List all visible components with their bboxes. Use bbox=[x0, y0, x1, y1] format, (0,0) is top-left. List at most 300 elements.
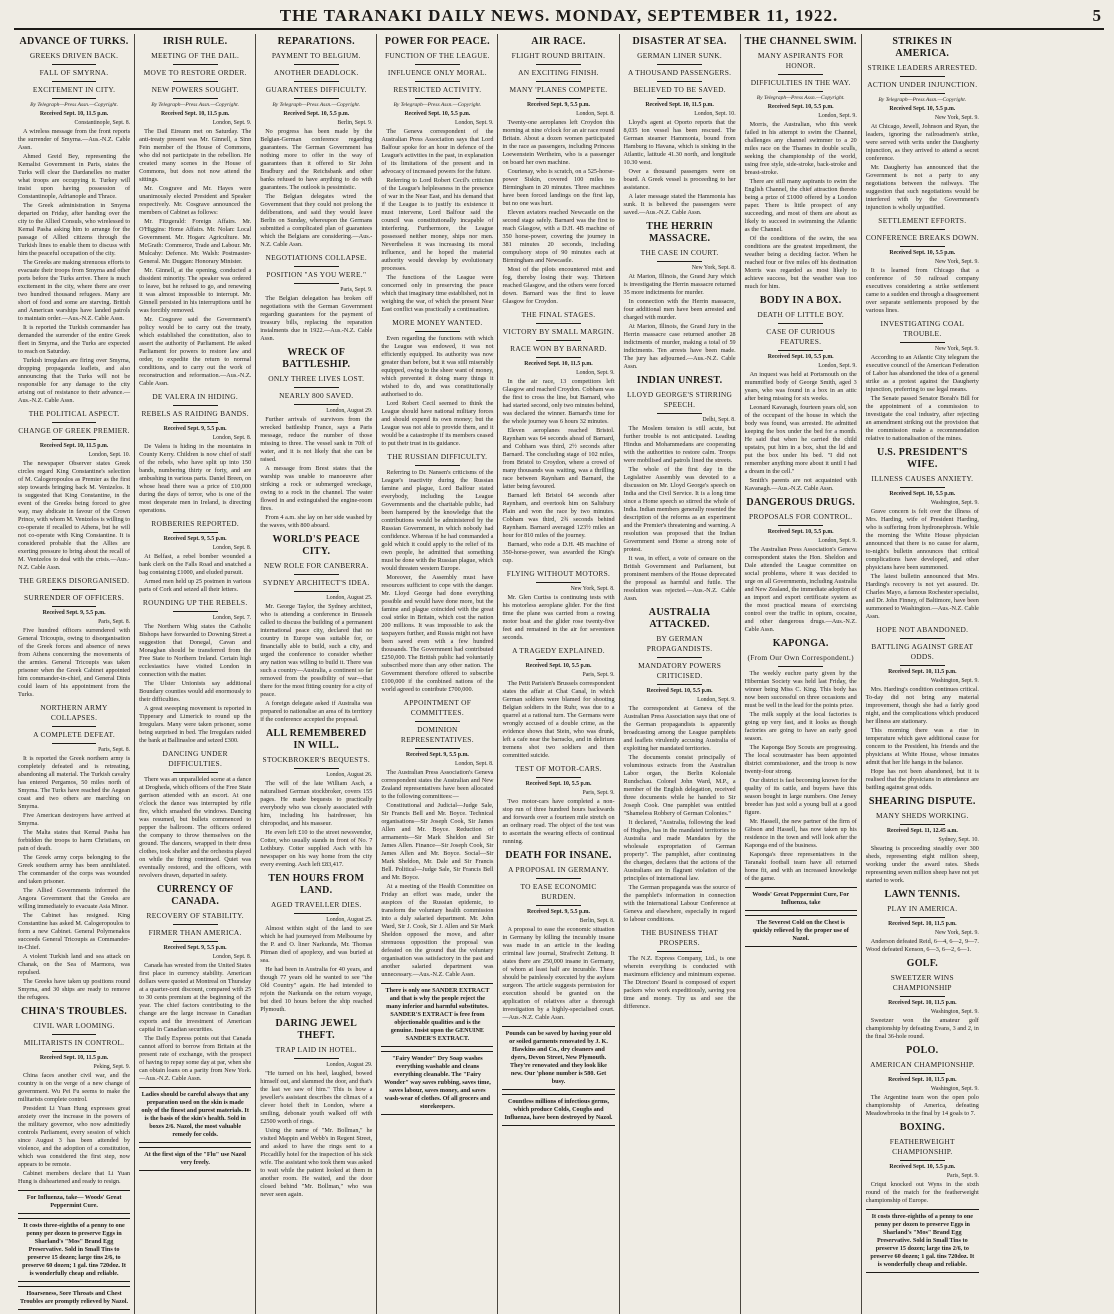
article-subheading: ILLNESS CAUSES ANXIETY. bbox=[871, 474, 974, 483]
advertisement: There is only one SANDER EXTRACT and that is why the people reject the many inferior and harmful substitutes. SANDER'S EXTRACT is free from objectionable qualities and is the genuine. Insist upon the GENUINE SANDER'S EXTRACT. bbox=[381, 983, 493, 1047]
article-dateline: Paris, Sept. 9. bbox=[946, 1173, 979, 1179]
article-paragraph: The documents consist principally of voluminous extracts from the Australian Labor organ, the Berlin Koloniale Rundschau. Colonel John Ward, M.P., a member of the English delegation, received three documents while he handed to Sir Joseph Cook. One pamphlet was entitled "Shameless Robbery of German Colonies." bbox=[623, 754, 736, 817]
article-subheading: FLYING WITHOUT MOTORS. bbox=[506, 569, 611, 578]
article-paragraph: The Northern Whig states the Catholic Bishops have forwarded to Downing Street a suggestion that Donegal, Cavan and Monaghan should be transferred from the Free State to Northern Ireland. Certain high ecclesiastics have visited London in connection with the matter. bbox=[139, 623, 252, 678]
news-article bbox=[381, 36, 493, 314]
article-paragraph: Criqui knocked out Wyns in the sixth round of the match for the featherweight championship of Europe. bbox=[865, 1181, 979, 1204]
article-subheading: FEATHERWEIGHT CHAMPIONSHIP. bbox=[889, 1137, 955, 1156]
article-headline: THE CHANNEL SWIM. bbox=[744, 36, 857, 47]
article-dateline: New York, Sept. 8. bbox=[570, 586, 615, 592]
advertisement: Ladies should be careful always that any preparation used on the skin is made only of the finest and purest materials. It is the basis of the skin's health. Sold in boxes 2/6. Nazol, the most valuable remedy for colds. bbox=[139, 1087, 251, 1143]
divider-rule bbox=[900, 246, 945, 247]
news-article bbox=[866, 319, 979, 443]
advertisement: It costs three-eighths of a penny to one penny per dozen to preserve Eggs in Sharland's "Mos" Brand Egg Preservative. Sold in Small Tins to preserve 15 dozen; large tins 2/6, to preserve 60 dozen; 1 gal. tins 720doz. It is wonderfully cheap and reliable. bbox=[18, 1218, 130, 1282]
column-1 bbox=[14, 34, 135, 1314]
article-paragraph: Eleven aviators reached Newcastle on the second stage safely. Barnard was the first to reach Glasgow, with a D.H. 4B machine of 350 horse-power, covering the journey in 381 minutes 20 seconds, including compulsory stops of 90 minutes each at Birmingham and Newcastle. bbox=[502, 209, 615, 264]
article-paragraph: He had been in Australia for 40 years, and though 77 years old he wanted to see "the Old Country" again. He had intended to rejoin the Narkunda on the return voyage, but died 10 hours before the ship reached Plymouth. bbox=[260, 966, 373, 1013]
article-paragraph: Cabinet members declare that Li Yuan Hung is disheartened and ready to resign. bbox=[18, 1170, 131, 1185]
article-subheading: SURRENDER OF OFFICERS. bbox=[24, 593, 125, 602]
article-paragraph: Of the conditions of the swim, the sea conditions are the greatest impediment, the weather being a deciding factor. When he reached four or five miles off his destination Morris was regarded as most likely to achieve success, but the weather was too much for him. bbox=[744, 235, 857, 290]
article-dateline: New York, Sept. 9. bbox=[934, 115, 979, 121]
article-paragraph: The Belgian delegation has broken off negotiations with the German Government regarding guarantees for the payment of treasury bills, replacing the reparation instalments due in 1922.—Aus.-N.Z. Cable Assn. bbox=[260, 295, 373, 342]
article-paragraph: Twenty-one aeroplanes left Croydon this morning at nine o'clock for an air race round Britain. About a dozen women participated in the race as passengers, including Princess Loewenstein Wertheim, who is a passenger on board her own machine. bbox=[502, 119, 615, 166]
article-dateline: London, Sept. 9. bbox=[454, 120, 494, 126]
news-article bbox=[18, 1006, 130, 1186]
news-article bbox=[381, 318, 493, 448]
article-paragraph: The Allied Governments informed the Angora Government that the Greeks are willing immediately to evacuate Asia Minor. bbox=[18, 887, 131, 910]
article-headline: REPARATIONS. bbox=[277, 36, 355, 47]
news-article bbox=[745, 638, 857, 883]
received-time: Received Sept. 10, 11.5 p.m. bbox=[888, 1077, 957, 1083]
divider-rule bbox=[415, 748, 460, 749]
divider-rule bbox=[52, 439, 97, 440]
received-time: Received Sept. 10, 5.5 p.m. bbox=[646, 688, 713, 694]
article-paragraph: A proposal to ease the economic situation in Germany by killing the incurably insane was made in an article in the leading criminal law journal, Strafrecht Zeitung. It states there are 250,000 insane in Germany, of whom at least half are incurable. These should be painlessly executed by the asylum surgeon. The article suggests permission for execution should be granted on the application of relatives after a thorough investigation by a highly-specialised court.—Aus.-N.Z. Cable Assn. bbox=[502, 926, 615, 1021]
article-paragraph: Mr. Daugherty has announced that the Government is not a party to any negotiations between the railways. The suggestion that such negotiations would be interfered with by the Government's injunction is wholly unjustified. bbox=[865, 164, 979, 211]
article-paragraph: At Marion, Illinois, the Grand Jury in the Herrin massacre case returned another 28 indictments of murder, making a total of 59 indictments. Ten arrests have been made. The jury has adjourned.—Aus.-N.Z. Cable Assn. bbox=[623, 323, 736, 370]
article-subheading: (From Our Own Correspondent.) bbox=[747, 653, 854, 662]
article-paragraph: "He turned on his heel, laughed, bowed himself out, and slammed the door, and that's the last we saw of him." This is how a jeweller's assistant describes the climax of a clever hotel theft in London, where a smiling, debonair youth walked off with £2500 worth of rings. bbox=[260, 1070, 373, 1125]
article-subheading: ROBBERIES REPORTED. bbox=[151, 519, 240, 528]
article-paragraph: Leonard Kavanagh, fourteen years old, son of the occupant of the house in which the body was found, was arrested. He admitted keeping the box under the bed for a month. He said that when he carried the child upstairs, put him in a box, shut the lid and put the box under his bed. "I did not remember anything more about it until I had a dream in the cell." bbox=[744, 404, 857, 475]
news-article bbox=[624, 607, 736, 924]
article-subheading: ANOTHER DEADLOCK. bbox=[273, 68, 359, 77]
article-dateline: London, Sept. 10. bbox=[694, 111, 736, 117]
received-time: Received Sept. 9, 5.5 p.m. bbox=[163, 426, 227, 432]
received-time: Received Sept. 10, 5.5 p.m. bbox=[767, 354, 834, 360]
article-subheading: LLOYD GEORGE'S STIRRING SPEECH. bbox=[627, 390, 733, 409]
article-paragraph: At Chicago, Jewell, Johnson and Ryan, the leaders, ignoring the railroadmen's strike, were served with writs under the Daugherty injunction, as they arrived to attend a secret conference. bbox=[865, 123, 979, 162]
divider-rule bbox=[536, 81, 581, 82]
article-paragraph: Over a thousand passengers were on board. A Greek vessel is proceeding to her assistance. bbox=[623, 168, 736, 191]
article-paragraph: Hope has not been abandoned, but it is realised that the physicians in attendance are battling against great odds. bbox=[865, 768, 979, 791]
article-dateline: London, Sept. 8. bbox=[212, 545, 252, 551]
news-article bbox=[866, 796, 979, 885]
news-article bbox=[260, 347, 372, 530]
divider-rule bbox=[52, 606, 97, 607]
article-paragraph: Even regarding the functions with which the League was endowed, it was not efficiently equipped. Its authority was now greater than before, but it was still miserably equipped, owing to the sheer want of money, which prevented it doing many things it wished to do, and was constitutionally authorised to do. bbox=[381, 335, 494, 398]
article-headline: U.S. PRESIDENT'S WIFE. bbox=[876, 447, 968, 470]
article-subheading: DANCING UNDER DIFFICULTIES. bbox=[162, 749, 228, 768]
advertisement: "Fairy Wonder" Dry Soap washes everything washable and cleans everything cleanable. The "Fairy Wonder" way saves rubbing, saves time, saves labour, saves money, and saves wash-wear of clothes. Of all grocers and storekeepers. bbox=[381, 1051, 493, 1115]
article-paragraph: Grave concern is felt over the illness of Mrs. Harding, wife of President Harding, who is suffering from hydronephrosis. While the morning the White House physician announced that there is no cause for alarm, to-night's bulletin announces that critical complications have developed, and other physicians have been summoned. bbox=[865, 508, 979, 571]
article-dateline: London, August 25. bbox=[326, 595, 373, 601]
article-paragraph: Anderson defeated Reid, 6—4, 6—2, 9—7. Wood defeated Kenson, 6—3, 6—2, 6—1. bbox=[865, 938, 979, 953]
news-article bbox=[260, 534, 372, 724]
divider-rule bbox=[536, 659, 581, 660]
divider-rule bbox=[657, 657, 702, 658]
article-paragraph: Referring to Dr. Nansen's criticisms of the League's inactivity during the Russian famine and plague, Lord Balfour stated everybody, including the League Governments and the charitable public, had been hampered by the knowledge that the contributions would be administered by the Russian Government, in which nobody had confidence. Whereas if he had commanded a gold which it could apply to the relief of its own people, he admitted that something must be done with the Russian plague, which would threaten western Europe. bbox=[381, 469, 494, 572]
article-dateline: Washington, Sept. 9. bbox=[930, 1086, 979, 1092]
article-paragraph: It was, in effect, a vote of censure on the British Government and Parliament, but prominent members of the House deprecated the proposal as harmful and futile. The resolution was rejected.—Aus.-N.Z. Cable Assn. bbox=[623, 555, 736, 602]
news-article bbox=[260, 36, 372, 249]
news-article bbox=[139, 749, 251, 880]
divider-rule bbox=[536, 64, 581, 65]
article-headline: KAPONGA. bbox=[772, 638, 829, 649]
received-time: Received Sept. 10, 5.5 p.m. bbox=[889, 1164, 956, 1170]
article-paragraph: The newspaper Observer states Greek circles regard King Constantine's selection of M. Calogeropoulos as Premier as the first step towards bringing back M. Venizelos. It is suggested that King Constantine, in the event of the Greeks being forced to give way, may abdicate in favour of the Crown Prince, with whom M. Venizelos is willing to co-operate if recalled to Athens, but he will not co-operate with King Constantine. It is considered probable that the Allies are exerting pressure to bring about the recall of M. Venizelos to deal with the crisis.—Aus.-N.Z. Cable Assn. bbox=[18, 460, 131, 571]
divider-rule bbox=[52, 98, 97, 99]
article-paragraph: Ahmed Greid Bey, representing the Kemalist Government in Paris, states the Turks will clear the Dardanelles no matter what troops are occupying it. Turkey will insist upon having possession of Constantinople, Adrianople and Thrace. bbox=[18, 153, 131, 200]
article-paragraph: Turkish irregulars are firing over Smyrna, dropping propaganda leaflets, and also announcing that the Turks will not be responsible for any damage to the city arising out of resistance to their advance.—Aus.-N.Z. Cable Assn. bbox=[18, 357, 131, 404]
article-paragraph: This morning there was a rise in temperature which gave additional cause for concern to the President, his friends and the physicians at White House, whose inmates admit that her life hangs in the balance. bbox=[865, 727, 979, 766]
article-dateline: Berlin, Sept. 9. bbox=[337, 120, 373, 126]
article-paragraph: The Belgian delegates wired the Government that they could not prolong the deliberations, and said they would leave Berlin on Sunday, whereupon the Germans submitted a complicated plan of guarantees which the Belgians are considering.—Aus.-N.Z. Cable Assn. bbox=[260, 193, 373, 248]
article-subheading: BY GERMAN PROPAGANDISTS. bbox=[646, 634, 713, 653]
received-time: Received Sept. 10, 5.5 p.m. bbox=[525, 663, 592, 669]
article-paragraph: Mr. Hassell, the new partner of the firm of Gibson and Hassell, has now taken up his residence in the town and will look after the Kaponga end of the business. bbox=[744, 818, 857, 849]
article-paragraph: A foreign delegate asked if Australia was prepared to nationalise an area of its territory if the conference accepted the proposal. bbox=[260, 700, 373, 723]
news-article bbox=[502, 764, 614, 846]
divider-rule bbox=[294, 913, 339, 914]
article-paragraph: No progress has been made by the Belgian-German conference regarding guarantees. The German Government has nothing more to offer in the way of guarantees than it offered to Sir John Bradbury and the Reichsbank and other banks refused to have anything to do with guarantees. The outlook is pessimistic. bbox=[260, 128, 373, 191]
article-paragraph: The functions of the League were concerned only in preserving the peace which that imaginary time established, not in weighing the war, of which the present Near East conflict was practically a continuation. bbox=[381, 274, 494, 313]
article-paragraph: The Greek army corps belonging to the Greek southern army has been annihilated. The commander of the corps was wounded and taken prisoner. bbox=[18, 854, 131, 885]
article-paragraph: Five American destroyers have arrived at Smyrna. bbox=[18, 812, 131, 827]
article-headline: STRIKES IN AMERICA. bbox=[892, 36, 953, 59]
divider-rule bbox=[173, 532, 218, 533]
masthead bbox=[14, 4, 1104, 30]
article-headline: SHEARING DISPUTE. bbox=[868, 796, 976, 807]
column-2 bbox=[135, 34, 256, 1314]
article-paragraph: Referring to Lord Robert Cecil's criticism of the League's helplessness in the presence of war in the Near East, and his demand that if the League is to justify its existence it must intervene, Lord Balfour said the council was constitutionally incapable of interfering. Furthermore, the League possessed neither money, ships nor men. Nevertheless it was increasing its moral influence, and he hoped the material authority would develop by evolutionary processes. bbox=[381, 177, 494, 272]
news-article bbox=[139, 598, 251, 745]
divider-rule bbox=[778, 74, 823, 75]
article-subheading: INVESTIGATING COAL TROUBLE. bbox=[880, 319, 965, 338]
article-headline: DEATH FOR INSANE. bbox=[505, 850, 612, 861]
news-article bbox=[624, 36, 736, 217]
article-paragraph: It declared, "Australia, following the lead of Hughes, has in the mandated territories to Australia and made Mandates by the wholesale expropriation of German property". The pamphlet, after continuing the charges, declares that the actions of the Australians are in flagrant violation of the principles of international law. bbox=[623, 819, 736, 882]
article-paragraph: The Petit Parisien's Brussels correspondent states the affair at Chat Canal, in which German soldiers were blamed for shooting Belgian soldiers in the Ruhr, was due to a quarrel at a rational turn. The Germans were wrongly accused of a double crime, as the evidence shows that Stein, who was drunk, left a cafe near the barracks, and in delirium tremens shot two soldiers and then committed suicide. bbox=[502, 680, 615, 759]
article-paragraph: A great sweeping movement is reported in Tipperary and Limerick to round up the Irregulars. Many were taken prisoner, some being surprised in bed. The Irregulars raided the bank at Ballinasloe and seized £300. bbox=[139, 705, 252, 744]
article-subheading: PAYMENT TO BELGIUM. bbox=[271, 51, 361, 60]
article-paragraph: Almost within sight of the land to see which he had journeyed from Melbourne by the P. and O. liner Narkunda, Mr. Thomas Pitman died of apoplexy, and was buried at sea. bbox=[260, 925, 373, 964]
article-paragraph: President Li Yuan Hung expresses great anxiety over the increase in the powers of the military governor, who now admittedly controls Parliament, every session of which since August 3 has been attended by violence, and the adoption of a constitution, which was considered the first step, now appears to be remote. bbox=[18, 1105, 131, 1168]
article-subheading: PROPOSALS FOR CONTROL. bbox=[749, 512, 853, 521]
article-headline: BOXING. bbox=[899, 1122, 945, 1133]
article-byline: By Telegraph—Press Assn.—Copyright. bbox=[878, 97, 967, 103]
news-article bbox=[745, 497, 857, 634]
article-subheading: MANY SHEDS WORKING. bbox=[876, 811, 969, 820]
article-subheading: NORTHERN ARMY COLLAPSES. bbox=[40, 703, 108, 722]
article-paragraph: Our district is fast becoming known for the quality of its cattle, and buyers have this season bought in large numbers. One Jersey breeder has just sold a young bull at a good figure. bbox=[744, 777, 857, 816]
article-dateline: London, August 26. bbox=[326, 772, 373, 778]
article-byline: By Telegraph—Press Assn.—Copyright. bbox=[151, 102, 240, 108]
article-paragraph: At Marion, Illinois, the Grand Jury which is investigating the Herrin massacre returned 35 more indictments for murder. bbox=[623, 273, 736, 296]
article-paragraph: An inquest was held at Portsmouth on the mummified body of George Smith, aged 3 years, who was found in a box in an attic after being missing for six weeks. bbox=[744, 371, 857, 402]
article-subheading: BATTLING AGAINST GREAT ODDS. bbox=[871, 642, 974, 661]
article-subheading: REBELS AS RAIDING BANDS. bbox=[141, 409, 249, 418]
divider-rule bbox=[900, 665, 945, 666]
article-dateline: Delhi, Sept. 8. bbox=[702, 417, 736, 423]
divider-rule bbox=[294, 266, 339, 267]
article-dateline: Paris, Sept. 9. bbox=[582, 790, 615, 796]
received-time: Received Sept. 10, 5.5 p.m. bbox=[889, 250, 956, 256]
news-article bbox=[381, 698, 493, 979]
divider-rule bbox=[294, 1058, 339, 1059]
article-paragraph: The German propaganda was the source of the pamphlet's information in connection with the International Labour Conference at Geneva and elsewhere, especially in regard to labour conditions. bbox=[623, 884, 736, 923]
article-dateline: Paris, Sept. 8. bbox=[98, 619, 131, 625]
newspaper-columns bbox=[14, 34, 1104, 1305]
divider-rule bbox=[173, 422, 218, 423]
article-paragraph: Mr. Cosgrave said the Government's policy would be to carry out the treaty, which established the constitution, also to assert the authority of Parliament. He asked Parliament for powers to restore law and order, to expedite the return to normal conditions, and to carry out the work of reconstruction and reformation.—Aus.-N.Z. Cable Assn. bbox=[139, 316, 252, 387]
news-article bbox=[139, 36, 251, 388]
news-article bbox=[866, 958, 979, 1041]
article-paragraph: The Malta states that Kemal Pasha has forbidden the troops to harm Christians, on pain of death. bbox=[18, 829, 131, 852]
divider-rule bbox=[536, 777, 581, 778]
article-subheading: NEGOTIATIONS COLLAPSE. bbox=[265, 253, 367, 262]
divider-rule bbox=[657, 413, 702, 414]
article-subheading: THE GREEKS DISORGANISED. bbox=[18, 576, 130, 585]
article-paragraph: He even left £10 to the street newsvendor, Cotter, who usually stands in front of No. 7 Lothbury. Cotter supplied Asch with his newspaper on his way home from the city every evening. Asch left £83,417. bbox=[260, 829, 373, 868]
article-paragraph: Constitutional and Judicial—Judge Sale, Sir Francis Bell and Mr. Boyce. Technical organisations—Sir Joseph Cook, Sir James Allen and Mr. Boyce. Reduction of armaments—Sir Mark Sheldon and Sir James Allen. Finance—Sir Joseph Cook, Sir James Allen and Mr. Boyce. Social—Sir Mark Sheldon, Mr. Dale and Sir Francis Bell. Political—Judge Sale, Sir Francis Bell and Mr. Boyce. bbox=[381, 802, 494, 881]
article-dateline: London, Sept. 7. bbox=[212, 615, 252, 621]
news-article bbox=[139, 884, 251, 1083]
article-subheading: A TRAGEDY EXPLAINED. bbox=[512, 646, 605, 655]
article-paragraph: The milk supply at the local factories is going up very fast, and it looks as though factories are going to have an early good season. bbox=[744, 711, 857, 742]
article-subheading: TO EASE ECONOMIC BURDEN. bbox=[520, 882, 597, 901]
news-article bbox=[866, 216, 979, 315]
article-subheading: MILITARISTS IN CONTROL. bbox=[23, 1038, 125, 1047]
article-paragraph: The Greeks have taken up positions round Smyrna, and 30 ships are ready to remove the refugees. bbox=[18, 978, 131, 1001]
page-number: 5 bbox=[1092, 6, 1102, 25]
article-paragraph: According to an Atlantic City telegram the executive council of the American Federation of Labor has abandoned the idea of a general strike as a protest against the Daugherty injunction, preferring to use legal means. bbox=[865, 354, 979, 393]
article-paragraph: The Dail Eireann met on Saturday. The anti-treaty present was Mr. Ginnell, a Sinn Fein member of the House of Commons, who did not participate in the rebellion. He created many scenes in the House of Commons, but does not now attend the sittings. bbox=[139, 128, 252, 183]
divider-rule bbox=[52, 589, 97, 590]
news-article bbox=[260, 253, 372, 343]
column-6 bbox=[620, 34, 741, 1314]
article-subheading: DOMINION REPRESENTATIVES. bbox=[400, 725, 474, 744]
divider-rule bbox=[900, 638, 945, 639]
received-time: Received Sept. 11, 12.45 a.m. bbox=[886, 828, 958, 834]
article-headline: DISASTER AT SEA. bbox=[632, 36, 727, 47]
advertisement: It costs three-eighths of a penny to one penny per dozen to preserve Eggs in Sharland's "Mos" Brand Egg Preservative. Sold in Small Tins to preserve 15 dozen; large tins 2/6, to preserve 60 dozen; 1 gal. tins 720doz. It is wonderfully cheap and reliable. bbox=[866, 1209, 979, 1273]
article-paragraph: A later message stated the Hammonia has sunk. It is believed the passengers were saved.—Aus.-N.Z. Cable Assn. bbox=[623, 193, 736, 216]
article-dateline: Paris, Sept. 9. bbox=[582, 672, 615, 678]
news-article bbox=[866, 447, 979, 621]
divider-rule bbox=[900, 487, 945, 488]
article-paragraph: It is reported the Turkish commander has demanded the surrender of the entire Greek fleet in Smyrna, and the Turks are expected to reach on Saturday. bbox=[18, 324, 131, 355]
divider-rule bbox=[778, 666, 823, 667]
article-subheading: STOCKBROKER'S BEQUESTS. bbox=[262, 755, 371, 764]
news-article bbox=[18, 36, 130, 405]
article-subheading: GERMAN LINER SUNK. bbox=[637, 51, 723, 60]
divider-rule bbox=[900, 1160, 945, 1161]
article-paragraph: Five hundred officers surrendered with General Tricoupis, owing to disorganisation of the Greek forces and absence of news from Athens concerning the movements of the armies. General Tricoupis was taken prisoner when the Greek Cabinet appointed him commander-in-chief, and General Dinis could learn of his appointment from the Turks. bbox=[18, 627, 131, 698]
article-paragraph: The correspondent at Geneva of the Australian Press Association says that one of the German propagandists is apparently broadcasting among the League pamphlets and leaflets virulently accusing Australia of exploiting her mandated territories. bbox=[623, 705, 736, 752]
column-3 bbox=[256, 34, 377, 1314]
article-subheading: FIRMER THAN AMERICA. bbox=[148, 928, 242, 937]
article-paragraph: The weekly euchre party given by the Hibernian Society was held last Friday, the winner being Miss C. King. This body has now been successful on three occasions and must be well in the lead for the points prize. bbox=[744, 670, 857, 709]
article-subheading: CHANGE OF GREEK PREMIER. bbox=[18, 426, 130, 435]
advertisement: For Influenza, take— Woods' Great Peppermint Cure. bbox=[18, 1190, 130, 1214]
news-article bbox=[624, 928, 736, 1011]
article-subheading: DEATH OF LITTLE BOY. bbox=[757, 310, 845, 319]
received-time: Received Sept. 10, 5.5 p.m. bbox=[767, 104, 834, 110]
article-subheading: ROUNDING UP THE REBELS. bbox=[142, 598, 248, 607]
news-article bbox=[745, 295, 857, 493]
advertisement: Hoarseness, Sore Throats and Chest Troubles are promptly relieved by Nazol. bbox=[18, 1286, 130, 1310]
news-article bbox=[502, 646, 614, 760]
divider-rule bbox=[52, 1051, 97, 1052]
article-subheading: CONFERENCE BREAKS DOWN. bbox=[865, 233, 979, 242]
article-subheading: MANY 'PLANES COMPETE. bbox=[509, 85, 608, 94]
article-subheading: APPOINTMENT OF COMMITTEES. bbox=[403, 698, 472, 717]
article-paragraph: The Greeks are making strenuous efforts to evacuate their troops from Smyrna and other ports before the Turks arrive. There is much excitement in the city, where there are over two hundred thousand refugees. Many are short of food and some are starving. British and American warships have landed patrols to maintain order.—Aus.-N.Z. Cable Assn. bbox=[18, 259, 131, 322]
divider-rule bbox=[778, 350, 823, 351]
article-dateline: Washington, Sept. 9. bbox=[930, 1009, 979, 1015]
divider-rule bbox=[657, 684, 702, 685]
article-headline: TEN HOURS FROM LAND. bbox=[268, 873, 365, 896]
article-headline: DANGEROUS DRUGS. bbox=[746, 497, 856, 508]
article-byline: By Telegraph—Press Assn.—Copyright. bbox=[30, 102, 118, 108]
article-dateline: London, Sept. 10. bbox=[88, 452, 131, 458]
article-headline: CURRENCY OF CANADA. bbox=[156, 884, 234, 907]
divider-rule bbox=[536, 357, 581, 358]
received-time: Received Sept. 9, 5.5 p.m. bbox=[163, 945, 227, 951]
article-paragraph: The Kaponga Boy Scouts are progressing. The local scoutmaster has been appointed district commissioner, and the troop is now twenty-four strong. bbox=[744, 744, 857, 775]
received-time: Received Sept. 9, 5.5 p.m. bbox=[527, 102, 590, 108]
article-dateline: Peking, Sept. 9. bbox=[93, 1064, 131, 1070]
article-paragraph: The latest bulletin announced that Mrs. Harding's recovery is not yet assured. Dr. Charles Mayo, a famous Rochester specialist, and Dr. John Finney, of Baltimore, have been summoned to Washington.—Aus.-N.Z. Cable Assn. bbox=[865, 573, 979, 620]
article-dateline: London, Sept. 9. bbox=[818, 113, 857, 119]
article-paragraph: Most of the pilots encountered mist and fog, thereby losing their way. Thirteen reached Glasgow, and the others were forced down. Barnard was the first to leave Glasgow for Croydon. bbox=[502, 266, 615, 305]
divider-rule bbox=[536, 905, 581, 906]
article-paragraph: It is reported the Greek northern army is completely defeated and is retreating, abandoning all material. The Turkish cavalry has entered Pergamos, 50 miles north of Smyrna. The Turks have reached the Aegean coast and two others are marching on Smyrna. bbox=[18, 755, 131, 810]
divider-rule bbox=[657, 81, 702, 82]
article-paragraph: Mrs. Harding's condition continues critical. To-day did not bring any material improvement, though she had a fairly good night, and the complications which produced her illness are stationary. bbox=[865, 686, 979, 725]
article-subheading: THE RUSSIAN DIFFICULTY. bbox=[387, 452, 488, 461]
article-subheading: HOPE NOT ABANDONED. bbox=[876, 625, 969, 634]
article-paragraph: The Senate passed Senator Borah's Bill for the appointment of a commission to investigate the coal industry, after rejecting an amendment striking out the provision that the commission make a recommendation relative to nationalisation of the mines. bbox=[865, 395, 979, 442]
received-time: Received Sept. 10, 11.5 p.m. bbox=[39, 111, 109, 117]
article-paragraph: In the air race, 13 competitors left Glasgow and reached Croydon. Cobham was the first to cross the line, but Barnard, who had started second, only two minutes behind, was declared the winner. Barnard's time for the whole journey was 6 hours 32 minutes. bbox=[502, 378, 615, 425]
article-paragraph: Lord Robert Cecil seemed to think the League should have national military forces and should expend its own money; but the League was not able to provide them, and it would be a catastrophe if its members ceased to put their trust in its guidance. bbox=[381, 400, 494, 447]
received-time: Received Sept. 9, 5.5 p.m. bbox=[42, 610, 106, 616]
page-title: THE TARANAKI DAILY NEWS. MONDAY, SEPTEMBER 11, 1922. bbox=[279, 6, 839, 25]
article-dateline: New York, Sept. 9. bbox=[934, 930, 979, 936]
article-paragraph: Smith's parents are not acquainted with Kavanagh.—Aus.-N.Z. Cable Assn. bbox=[744, 477, 857, 492]
article-subheading: GREEKS DRIVEN BACK. bbox=[29, 51, 119, 60]
divider-rule bbox=[52, 64, 97, 65]
article-paragraph: The Daily Express points out that Canada cannot afford to borrow from Britain at the present rate of exchange, with the prospect of having to repay some day at par, when she can obtain loans on a parity from New York.—Aus.-N.Z. Cable Assn. bbox=[139, 1035, 252, 1082]
received-time: Received Sept. 10, 11.5 p.m. bbox=[39, 443, 109, 449]
divider-rule bbox=[900, 229, 945, 230]
article-subheading: A THOUSAND PASSENGERS. bbox=[627, 68, 732, 77]
article-paragraph: Moreover, the Assembly must have resources sufficient to cope with the danger. Mr. Lloyd George had done everything possible and would have done more, but the famine and plague coincided with the great coal strike in Britain, which cost the nation 200 millions. It was impossible to ask the taxpayers further, and Russia might not have been saved even with a few hundred thousands. The Government had contributed £250,000. The British public had voluntarily subscribed more than any other nation. The Government therefore offered to subscribe £100,000 if the combined nations of the world agreed to contribute £700,000. bbox=[381, 574, 494, 693]
advertisement: At the first sign of the "Flu" use Nazol very freely. bbox=[139, 1147, 251, 1171]
article-dateline: London, August 25. bbox=[326, 917, 373, 923]
news-article bbox=[866, 1045, 979, 1118]
article-subheading: MEETING OF THE DAIL. bbox=[151, 51, 240, 60]
article-subheading: BELIEVED TO BE SAVED. bbox=[633, 85, 726, 94]
article-paragraph: At a meeting of the Health Committee on Friday an effort was made, under the auspices of the Russian epidemic, to transform the voluntary health commission into a duly salaried department. Mr. John Ward, Sir J. Cook, Sir J. Allen and Sir Mark Sheldon opposed the move, and after strenuous opposition the proposal was defeated on the ground that the voluntary organisation was satisfactory in the past and another salaried department was unnecessary.—Aus.-N.Z. Cable Assn. bbox=[381, 883, 494, 978]
article-subheading: SETTLEMENT EFFORTS. bbox=[878, 216, 967, 225]
article-subheading: MANDATORY POWERS CRITICISED. bbox=[638, 661, 722, 680]
divider-rule bbox=[657, 98, 702, 99]
divider-rule bbox=[173, 941, 218, 942]
article-paragraph: Lloyd's agent at Oporto reports that the 8,035 ton vessel has been rescued. The German steamer Hammonia, bound from Hamburg to Havana, which is sinking in the Atlantic, latitude 41.30 north, and longitude 10.30 west. bbox=[623, 119, 736, 166]
article-subheading: DE VALERA IN HIDING. bbox=[152, 392, 239, 401]
article-headline: CHINA'S TROUBLES. bbox=[21, 1006, 128, 1017]
divider-rule bbox=[900, 996, 945, 997]
article-dateline: London, Sept. 8. bbox=[212, 954, 252, 960]
divider-rule bbox=[415, 721, 460, 722]
divider-rule bbox=[657, 64, 702, 65]
article-subheading: AN EXCITING FINISH. bbox=[518, 68, 599, 77]
article-dateline: London, Sept. 9. bbox=[818, 363, 857, 369]
article-paragraph: De Valera is hiding in the mountains in County Kerry. Children is now chief of staff of the rebels, who have split up into 150 bands, numbering thirty or forty, and are ambushing in various parts. Daniel Breen, on whose head there was a price of £10,000 during the days of terror, who is one of the most desperate men in Ireland, is directing operations. bbox=[139, 443, 252, 514]
article-paragraph: Mr. Ginnell, at the opening, conducted a dissident minority. The speaker was ordered to leave, but he refused to go, and renewing it was almost impossible to interrupt. Mr. Ginnell persisted in his interruptions until he was forcibly removed. bbox=[139, 267, 252, 314]
divider-rule bbox=[536, 98, 581, 99]
article-headline: DARING JEWEL THEFT. bbox=[275, 1018, 358, 1041]
advertisement: Pounds can be saved by having your old or soiled garments renovated by J. K. Hawkins and Co., dry cleaners and dyers, Devon Street, New Plymouth. They're renovated and they look like new. Our 'phone number is 580. Get busy. bbox=[502, 1026, 614, 1090]
article-headline: ADVANCE OF TURKS. bbox=[19, 36, 129, 47]
article-dateline: London, Sept. 9. bbox=[576, 370, 615, 376]
article-headline: AIR RACE. bbox=[531, 36, 586, 47]
divider-rule bbox=[294, 768, 339, 769]
article-headline: LAWN TENNIS. bbox=[884, 889, 961, 900]
article-subheading: POSITION "AS YOU WERE." bbox=[266, 270, 367, 279]
article-subheading: FUNCTION OF THE LEAGUE. bbox=[384, 51, 490, 60]
divider-rule bbox=[173, 924, 218, 925]
received-time: Received Sept. 9, 5.5 p.m. bbox=[527, 909, 590, 915]
article-subheading: MANY ASPIRANTS FOR HONOR. bbox=[757, 51, 844, 70]
column-8 bbox=[862, 34, 983, 1314]
divider-rule bbox=[415, 98, 460, 99]
article-dateline: New York, Sept. 9. bbox=[934, 259, 979, 265]
divider-rule bbox=[294, 64, 339, 65]
article-subheading: A COMPLETE DEFEAT. bbox=[33, 730, 115, 739]
received-time: Received Sept. 9, 5.5 p.m. bbox=[163, 536, 227, 542]
article-paragraph: There are still many aspirants to swim the English Channel, the chief attraction thereto being a prize of £1000 offered by a London paper. There is little prospect of any succeeding, and most of them are about as likely to succeed in swimming the Atlantic as the Channel. bbox=[744, 178, 857, 233]
article-dateline: Paris, Sept. 9. bbox=[340, 287, 373, 293]
received-time: Received Sept. 10, 5.5 p.m. bbox=[889, 106, 956, 112]
divider-rule bbox=[294, 574, 339, 575]
divider-rule bbox=[294, 283, 339, 284]
column-7 bbox=[741, 34, 862, 1314]
column-5 bbox=[498, 34, 619, 1314]
divider-rule bbox=[294, 81, 339, 82]
article-headline: ALL REMEMBERED IN WILL. bbox=[265, 728, 367, 751]
article-paragraph: There was an unparalleled scene at a dance at Drogheda, which officers of the Free State garrison attended with an escort. At one o'clock the dance was interrupted by rifle fire, which smashed the windows. Dancing was resumed, but bullets commenced to pepper the ballroom. The officers ordered the company to throw themselves on the ground. The dancers, wrapped in their dress clothes, took shelter and the orchestra played on while the firing continued. Quiet was eventually restored, and the officers, with revolvers drawn, departed in safety. bbox=[139, 776, 252, 879]
article-paragraph: Canada has wrested from the United States first place in currency stability. American dollars were quoted at Montreal on Thursday at a quarter-cent discount, compared with 25 to 30 cents premium at the beginning of the year. The chief factors contributing to the change are the large increase in Canadian exports and the investment of American capital in Canadian securities. bbox=[139, 962, 252, 1033]
article-subheading: A PROPOSAL IN GERMANY. bbox=[508, 865, 609, 874]
article-headline: POWER FOR PEACE. bbox=[384, 36, 490, 47]
article-paragraph: From 4 a.m. she lay on her side washed by the waves, with 800 aboard. bbox=[260, 514, 373, 529]
article-subheading: NEW POWERS SOUGHT. bbox=[151, 85, 239, 94]
article-byline: By Telegraph—Press Assn.—Copyright. bbox=[272, 102, 361, 108]
divider-rule bbox=[900, 342, 945, 343]
divider-rule bbox=[173, 98, 218, 99]
news-article bbox=[18, 409, 130, 572]
article-paragraph: Barnard, who rode a D.H. 4B machine of 350-horse-power, was awarded the King's cup. bbox=[502, 541, 615, 564]
article-paragraph: The Australian Press Association's Geneva correspondent states the Hon. Sheldon and Dale attended the League committee on social problems, where it was decided to urge on all Governments, including Australia and New Zealand, the immediate adoption of an import and export certificate system as the most practical means of exercising control over the traffic in opium, cocaine, and other dangerous drugs.—Aus.-N.Z. Cable Assn. bbox=[744, 546, 857, 633]
article-paragraph: The Moslem tension is still acute, but further trouble is not anticipated. Leading Hindus and Mohammedans are cooperating with the authorities to restore calm. Troops were mobilised and patrols lined the streets. bbox=[623, 425, 736, 464]
article-subheading: FLIGHT ROUND BRITAIN. bbox=[511, 51, 606, 60]
divider-rule bbox=[52, 726, 97, 727]
article-subheading: GUARANTEES DIFFICULTY. bbox=[265, 85, 367, 94]
article-paragraph: It is learned from Chicago that a conference of 50 railroad company executives considering a strike settlement came to a sudden end through a disagreement over separate settlements proposed by the various lines. bbox=[865, 267, 979, 314]
article-paragraph: Kaponga's three representatives in the Taranaki football team have all returned home fit, and with an increased knowledge of the game. bbox=[744, 851, 857, 882]
article-paragraph: Mr. Fitzgerald: Foreign Affairs. Mr. O'Higgins: Home Affairs. Mr. Nolan: Local Government. Mr. Hogan: Agriculture. Mr. McGrath: Commerce, Trade and Labour. Mr. Mulcahy: Defence. Mr. Walsh: Postmaster-General. Mr. Duggan: Honorary Minister. bbox=[139, 218, 252, 265]
article-subheading: SYDNEY ARCHITECT'S IDEA. bbox=[262, 578, 370, 587]
divider-rule bbox=[294, 98, 339, 99]
article-dateline: London, August 29. bbox=[326, 1062, 373, 1068]
article-paragraph: The Argentine team won the open polo championship of America, defeating Meadowbrooks in the final by 14 goals to 7. bbox=[865, 1094, 979, 1117]
article-dateline: London, Sept. 9. bbox=[697, 697, 736, 703]
article-headline: IRISH RULE. bbox=[162, 36, 228, 47]
